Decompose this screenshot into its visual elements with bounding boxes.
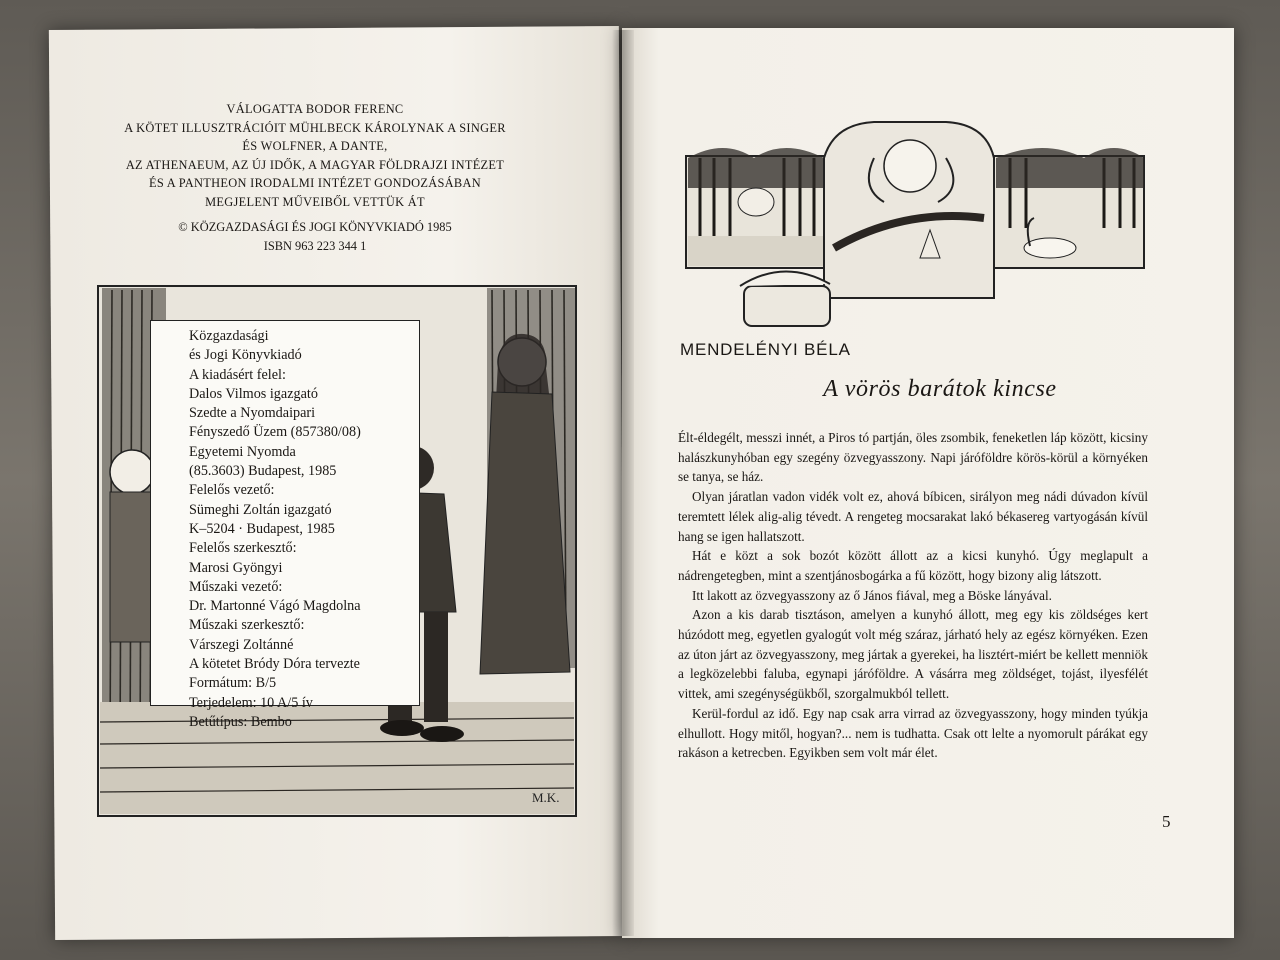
peeking-child-body [110,492,152,642]
paragraph: Élt-éldegélt, messzi innét, a Piros tó partján, öles zsombik, feneketlen láp között, kicsiny halászkunyhóban egy szegény özvegyasszony. Napi járóföldre körös-körül a környéken se tanya, se ház. [678,430,1148,485]
treasure-box [744,286,830,326]
book-gutter [612,30,634,936]
credit-line: ÉS A PANTHEON IRODALMI INTÉZET GONDOZÁSÁBAN [149,176,481,191]
paragraph: Azon a kis darab tisztáson, amelyen a kunyhó állott, meg egy kis zöldséges kert húzódott meg, egyetlen gyalogút volt még száraz, járható hely az egész környéken. Ezen az úton járt az özvegyasszony, meg jártak a gyerekei, ha lisztért-miért be kellett menniök a legközelebbi faluba, egynapi járóföldre. A vásárra meg zöldséget, tojást, ilyesfélét vittek, ami szegénységükből, szorgalmukból tellett. [678,607,1148,702]
imprint-line: A kötetet Bródy Dóra tervezte [189,656,360,673]
imprint-line: Műszaki vezető: [189,578,283,595]
imprint-line: Dalos Vilmos igazgató [189,385,318,402]
swan [1024,238,1076,258]
imprint-line: Egyetemi Nyomda [189,443,296,460]
imprint-line: K–5204 · Budapest, 1985 [189,520,335,537]
imprint-line: Műszaki szerkesztő: [189,617,305,634]
angel-figure [738,188,774,216]
imprint-line: Formátum: B/5 [189,675,277,692]
story-body [678,428,1148,763]
page-number: 5 [1162,812,1171,831]
story-title: A vörös barátok kincse [823,376,1057,402]
credit-line: AZ ATHENAEUM, AZ ÚJ IDŐK, A MAGYAR FÖLDRAJZI INTÉZET [125,157,505,172]
credit-line: A KÖTET ILLUSZTRÁCIÓIT MÜHLBECK KÁROLYNAK A SINGER [124,120,506,135]
credits-block [120,100,510,212]
credit-line: MEGJELENT MŰVEIBŐL VETTÜK ÁT [205,194,425,209]
paragraph: Olyan járatlan vadon vidék volt ez, ahová bíbicen, sirályon meg nádi dúvadon kívül teremtett lélek alig-alig tévedt. A rengeteg mocsarakat lakó békasereg vartyogásán kívül hang se igen hallatszott. [678,489,1148,544]
paragraph: Itt lakott az özvegyasszony az ő János fiával, meg a Böske lányával. [692,587,1052,603]
imprint-line: Fényszedő Üzem (857380/08) [189,424,361,441]
imprint-line: Felelős vezető: [189,482,275,499]
story-header-illustration [684,118,1148,330]
apple-fruit [884,140,936,192]
imprint-line: Marosi Gyöngyi [189,559,283,576]
imprint-sign [150,320,420,730]
author-name: MENDELÉNYI BÉLA [680,340,851,359]
credit-line: VÁLOGATTA BODOR FERENC [226,102,404,116]
paragraph: Hát e közt a sok bozót között állott az a kicsi kunyhó. Úgy meglapult a nádrengetegben, mint a szentjánosbogárka a fű között, hogy bizony alig látszott. [678,548,1148,583]
imprint-line: Közgazdasági [189,328,269,344]
boy-shoe [420,726,464,742]
boy-leg-right [424,612,448,722]
imprint-line: Várszegi Zoltánné [189,636,294,653]
isbn-line: ISBN 963 223 344 1 [263,238,367,253]
imprint-line: és Jogi Könyvkiadó [189,347,302,364]
treasure-box-lid [740,271,830,286]
peeking-child-head [110,450,154,494]
imprint-line: Sümeghi Zoltán igazgató [189,501,332,518]
copyright-line: © KÖZGAZDASÁGI ÉS JOGI KÖNYVKIADÓ 1985 [178,220,452,234]
water-left [688,236,824,266]
imprint-line: A kiadásért felel: [189,366,286,383]
illustrator-signature: M.K. [532,790,560,805]
imprint-line: Felelős szerkesztő: [189,540,297,557]
imprint-line: Szedte a Nyomdaipari [189,405,316,422]
copyright-block [120,218,510,255]
imprint-line: Dr. Martonné Vágó Magdolna [189,598,361,615]
imprint-line: Terjedelem: 10 A/5 ív [189,694,313,711]
credit-line: ÉS WOLFNER, A DANTE, [242,139,388,154]
paragraph: Kerül-fordul az idő. Egy nap csak arra virrad az özvegyasszony, hogy minden tyúkja elhullott. Hogy mitől, hogyan?... nem is tudhatta. Csak ott lelte a nyomorult párákat egy rakáson a ketrecben. Egyikben sem volt már élet. [678,705,1148,761]
forest-canopy-right [996,148,1144,188]
forest-canopy-left [688,148,824,188]
imprint-line: Betűtípus: Bembo [189,713,292,730]
imprint-line: (85.3603) Budapest, 1985 [189,463,337,480]
